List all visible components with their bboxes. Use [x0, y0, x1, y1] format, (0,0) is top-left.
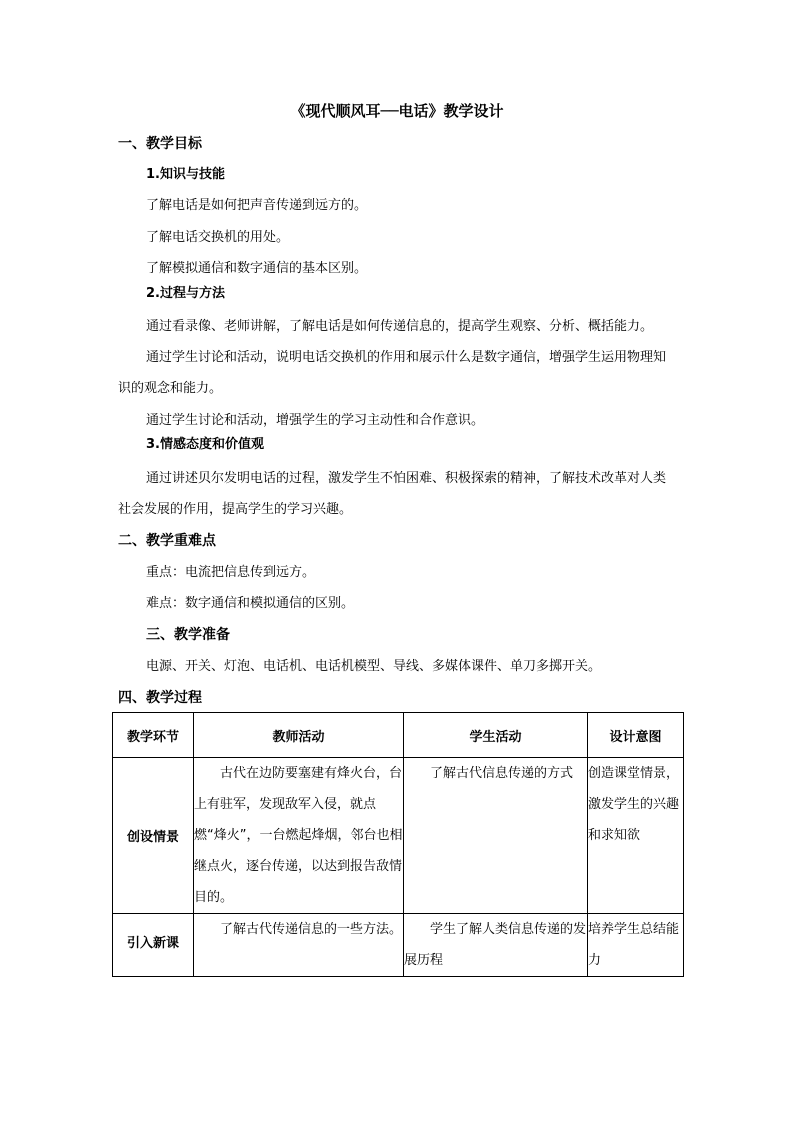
- difficult-point: 难点：数字通信和模拟通信的区别。: [146, 596, 355, 611]
- table-row: [113, 914, 684, 977]
- process-item-2: 通过学生讨论和活动，说明电话交换机的作用和展示什么是数字通信，增强学生运用物理知识的观念和能力。: [118, 350, 667, 396]
- row-stage: 创设情景: [113, 758, 194, 914]
- row-teacher-activity: 了解古代传递信息的一些方法。: [194, 914, 404, 977]
- row-design-intent: 培养学生总结能力: [588, 914, 684, 977]
- prep-item-1: 电源、开关、灯泡、电话机、电话机模型、导线、多媒体课件、单刀多掷开关。: [146, 659, 602, 674]
- section-heading-prep: 三、教学准备: [146, 627, 230, 643]
- section-heading-difficulty: 二、教学重难点: [118, 533, 216, 549]
- key-point: 重点：电流把信息传到远方。: [146, 565, 316, 580]
- row-student-activity: 了解古代信息传递的方式: [404, 758, 588, 914]
- header-design-intent: 设计意图: [588, 713, 684, 758]
- subheading-attitude: 3.情感态度和价值观: [146, 437, 264, 452]
- subheading-process-method: 2.过程与方法: [146, 286, 225, 301]
- header-teacher-activity: 教师活动: [194, 713, 404, 758]
- knowledge-item-1: 了解电话是如何把声音传递到远方的。: [146, 198, 368, 213]
- table-header-row: [113, 713, 684, 758]
- knowledge-item-2: 了解电话交换机的用处。: [146, 230, 290, 245]
- attitude-item-1: 通过讲述贝尔发明电话的过程，激发学生不怕困难、积极探索的精神，了解技术改革对人类社会发展的作用，提高学生的学习兴趣。: [118, 471, 667, 517]
- section-heading-process: 四、教学过程: [118, 690, 202, 706]
- row-teacher-activity: 古代在边防要塞建有烽火台，台上有驻军，发现敌军入侵，就点燃“烽火”，一台燃起烽烟，邻台也相继点火，逐台传递，以达到报告敌情目的。: [194, 758, 404, 914]
- section-heading-goals: 一、教学目标: [118, 136, 202, 152]
- table-row: [113, 758, 684, 914]
- row-design-intent: 创造课堂情景，激发学生的兴趣和求知欲: [588, 758, 684, 914]
- subheading-knowledge: 1.知识与技能: [146, 167, 225, 182]
- row-student-activity: 学生了解人类信息传递的发展历程: [404, 914, 588, 977]
- row-stage: 引入新课: [113, 914, 194, 977]
- process-item-3: 通过学生讨论和活动，增强学生的学习主动性和合作意识。: [146, 413, 485, 428]
- header-stage: 教学环节: [113, 713, 194, 758]
- header-student-activity: 学生活动: [404, 713, 588, 758]
- document-title: 《现代顺风耳──电话》教学设计: [290, 102, 504, 120]
- process-item-1: 通过看录像、老师讲解，了解电话是如何传递信息的，提高学生观察、分析、概括能力。: [146, 319, 654, 334]
- lesson-process-table: [112, 712, 684, 977]
- knowledge-item-3: 了解模拟通信和数字通信的基本区别。: [146, 261, 368, 276]
